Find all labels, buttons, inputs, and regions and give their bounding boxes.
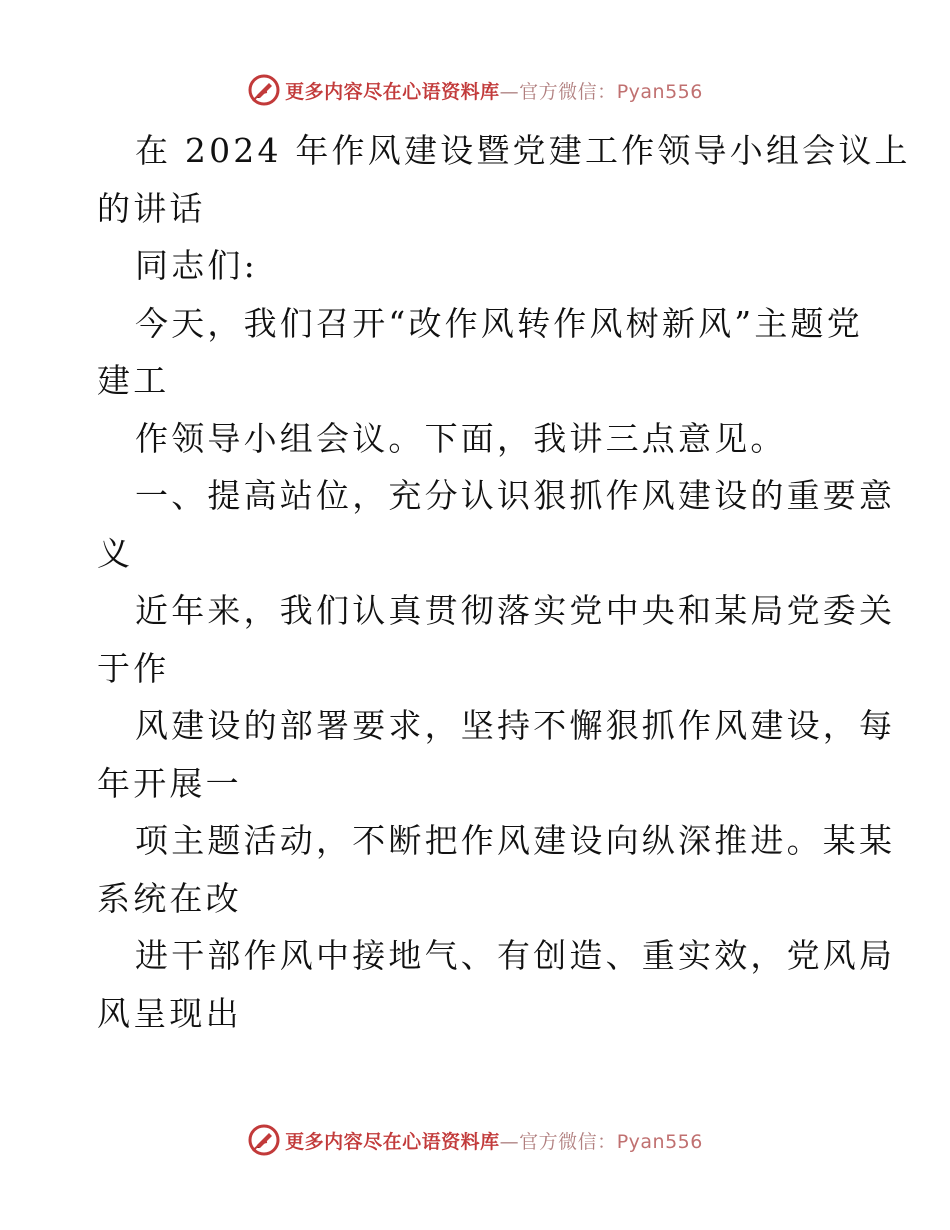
paragraph-line: 于作 <box>97 648 170 688</box>
paragraph-line: 作领导小组会议。下面，我讲三点意见。 <box>135 418 787 458</box>
watermark-wechat-label: 官方微信： <box>519 1130 617 1153</box>
paragraph-line: 近年来，我们认真贯彻落实党中央和某局党委关 <box>135 591 896 630</box>
watermark-separator: — <box>499 1130 520 1153</box>
title-line-1: 在 2024 年作风建设暨党建工作领导小组会议上 <box>135 131 911 170</box>
paragraph-line: 风呈现出 <box>97 993 242 1033</box>
title-line-2: 的讲话 <box>97 188 206 228</box>
watermark-wechat-id: Pyan556 <box>616 1130 703 1153</box>
paragraph-line: 系统在改 <box>97 878 242 918</box>
paragraph-line: 项主题活动，不断把作风建设向纵深推进。某某 <box>135 821 896 860</box>
document-body <box>97 122 911 1042</box>
section-heading-line: 一、提高站位，充分认识狠抓作风建设的重要意 <box>135 476 896 515</box>
paragraph-line: 建工 <box>97 361 170 400</box>
pen-nib-logo-icon <box>247 1123 281 1157</box>
salutation: 同志们: <box>135 246 258 285</box>
paragraph-line: 风建设的部署要求，坚持不懈狠抓作风建设，每 <box>135 706 896 745</box>
watermark-brand: 更多内容尽在心语资料库 <box>285 1130 500 1153</box>
paragraph-line: 年开展一 <box>97 763 242 803</box>
watermark-brand: 更多内容尽在心语资料库 <box>285 80 500 103</box>
paragraph-line: 进干部作风中接地气、有创造、重实效，党风局 <box>135 936 896 975</box>
footer-watermark <box>0 1120 950 1160</box>
pen-nib-logo-icon <box>247 73 281 107</box>
watermark-wechat-id: Pyan556 <box>616 80 703 103</box>
watermark-separator: — <box>499 80 520 103</box>
watermark-wechat-label: 官方微信： <box>519 80 617 103</box>
section-heading-line: 义 <box>97 533 134 573</box>
header-watermark <box>0 70 950 110</box>
paragraph-line: 今天，我们召开“改作风转作风树新风”主题党 <box>135 303 863 343</box>
